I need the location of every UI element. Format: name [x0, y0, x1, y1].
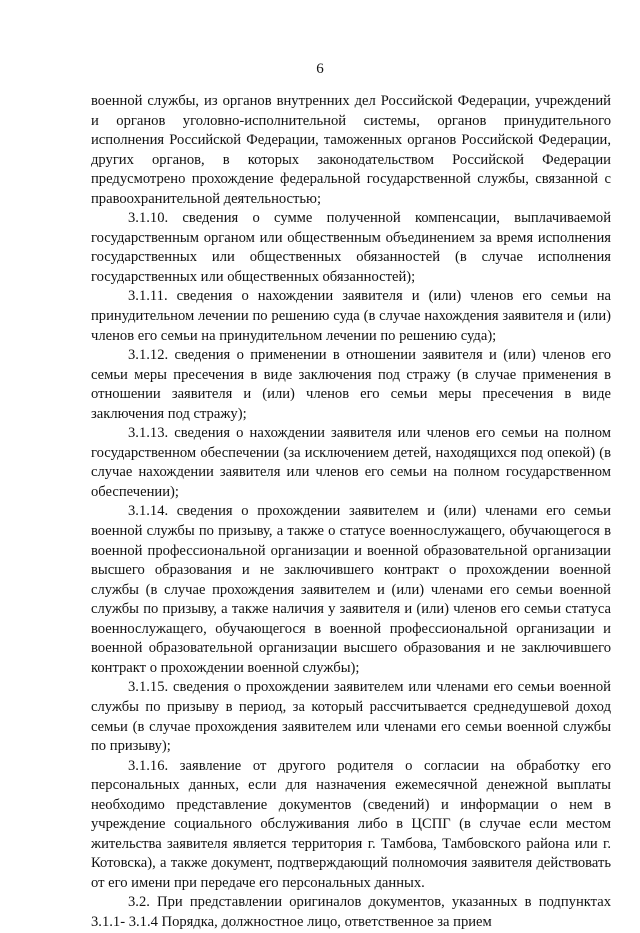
- paragraph-3-1-13: 3.1.13. сведения о нахождении заявителя или членов его семьи на полном государственном обеспечении (за исключением детей, находящихся под опекой) (в случае нахождении заявителя или членов его семьи на полном государственном обеспечении);: [91, 425, 611, 500]
- paragraph-3-1-11: 3.1.11. сведения о нахождении заявителя и (или) членов его семьи на принудительном лечении по решению суда (в случае нахождения заявителя и (или) членов его семьи на принудительном лечении по решению суда);: [91, 288, 611, 344]
- document-body: [91, 92, 611, 933]
- paragraph-continuation: военной службы, из органов внутренних дел Российской Федерации, учреждений и органов уголовно-исполнительной системы, органов принудительного исполнения Российской Федерации, таможенных органов Российской Федерации, других органов, в которых законодательством Российской Федерации предусмотрено прохождение федеральной государственной службы, связанной с правоохранительной деятельностью;: [91, 93, 611, 207]
- paragraph-3-1-14: 3.1.14. сведения о прохождении заявителем и (или) членами его семьи военной службы по призыву, а также о статусе военнослужащего, обучающегося в военной профессиональной организации и военной образовательной организации высшего образования и не заключившего контракт о прохождении военной службы (в случае прохождения заявителем и (или) членами его семьи военной службы по призыву, а также наличия у заявителя и (или) членов его семьи статуса военнослужащего, обучающегося в военной профессиональной организации и военной образовательной организации высшего образования и не заключившего контракт о прохождении военной службы);: [91, 503, 611, 676]
- paragraph-3-1-16: 3.1.16. заявление от другого родителя о согласии на обработку его персональных данных, если для назначения ежемесячной денежной выплаты необходимо представление документов (сведений) и информации о нем в учреждение социального обслуживания либо в ЦСПГ (в случае если местом жительства заявителя является территория г. Тамбова, Тамбовского района или г. Котовска), а также документ, подтверждающий полномочия заявителя действовать от его имени при передаче его персональных данных.: [91, 757, 611, 891]
- paragraph-3-1-12: 3.1.12. сведения о применении в отношении заявителя и (или) членов его семьи меры пресечения в виде заключения под стражу (в случае применения в отношении заявителя и (или) членов его семьи меры пресечения в виде заключения под стражу);: [91, 347, 611, 422]
- page-number: 6: [316, 61, 324, 77]
- paragraph-3-1-15: 3.1.15. сведения о прохождении заявителем или членами его семьи военной службы по призыву в период, за который рассчитывается среднедушевой доход семьи (в случае прохождения заявителем или членами его семьи военной службы по призыву);: [91, 679, 611, 755]
- paragraph-3-2: 3.2. При представлении оригиналов документов, указанных в подпунктах 3.1.1- 3.1.4 Порядка, должностное лицо, ответственное за прием: [91, 894, 611, 930]
- paragraph-3-1-10: 3.1.10. сведения о сумме полученной компенсации, выплачиваемой государственным органом или общественным объединением за время исполнения государственных или общественных обязанностей (в случае исполнения государственных или общественных обязанностей);: [91, 210, 611, 285]
